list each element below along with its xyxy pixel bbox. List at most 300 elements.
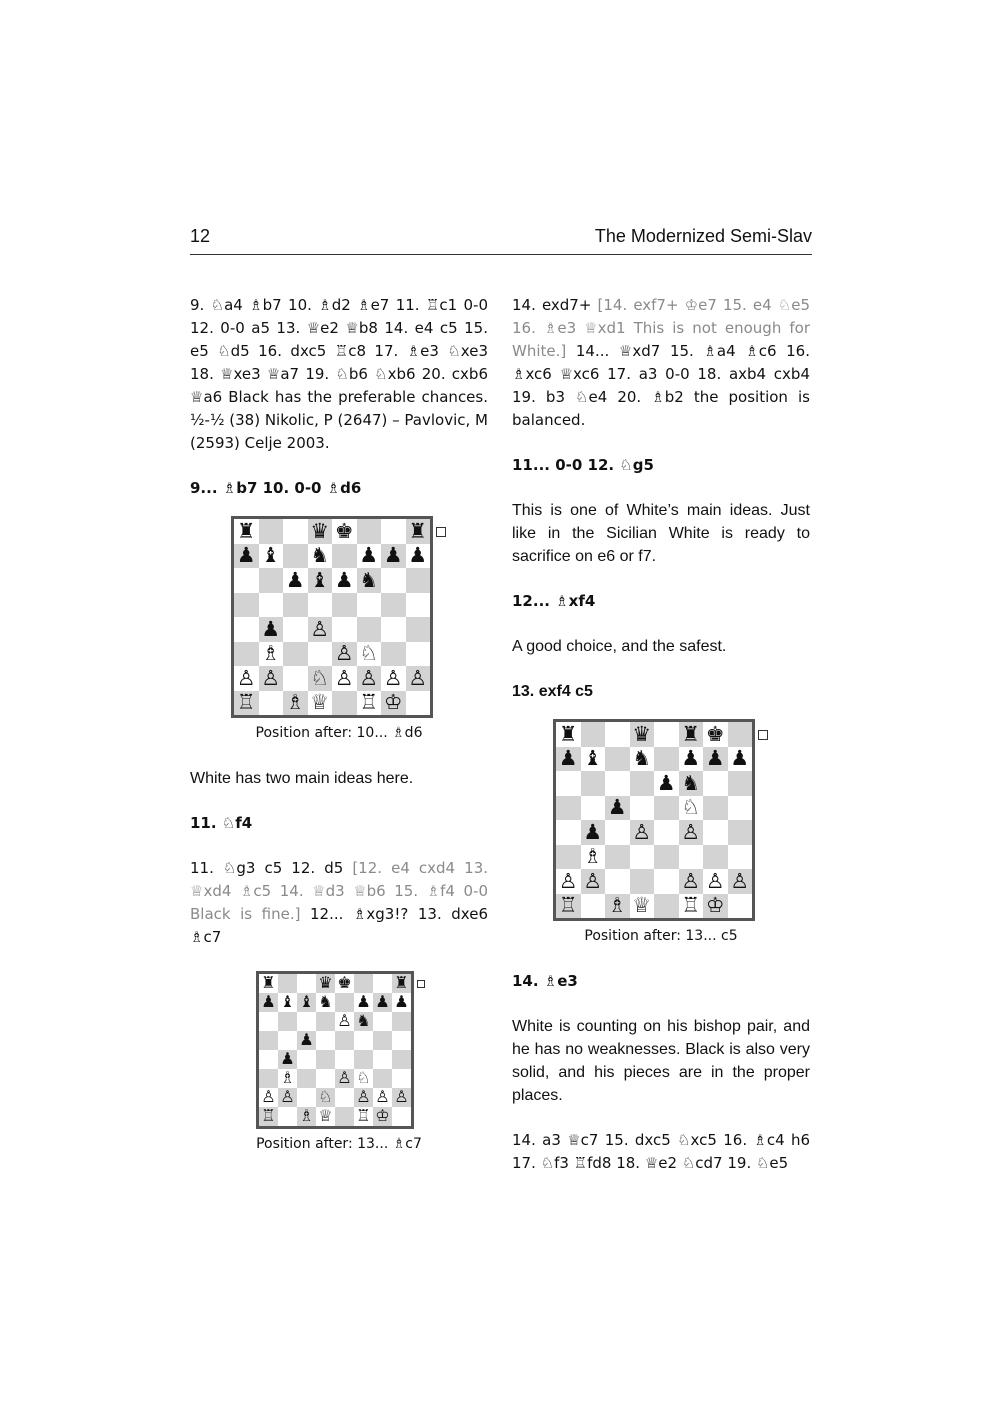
white-pawn-icon: ♙: [705, 868, 725, 893]
paragraph: White has two main ideas here.: [190, 770, 414, 787]
black-rook-icon: ♜: [558, 721, 578, 746]
board-square: [728, 820, 753, 845]
left-column: [190, 294, 488, 1156]
board-square: [406, 593, 431, 618]
board-square: [703, 845, 728, 870]
black-knight-icon: ♞: [681, 770, 701, 795]
board-square: [308, 568, 333, 593]
board-square: [630, 845, 655, 870]
board-square: [373, 1031, 392, 1050]
black-pawn-icon: ♟: [236, 543, 256, 568]
board-square: [679, 747, 704, 772]
board-square: [316, 974, 335, 993]
board-square: [654, 722, 679, 747]
board-square: [316, 1050, 335, 1069]
black-king-icon: ♚: [705, 721, 725, 746]
white-knight-icon: ♘: [359, 641, 379, 666]
board-square: [297, 1012, 316, 1031]
main-line: 14... ♕xd7 15. ♗a4 ♗c6 16. ♗xc6 ♕xc6 17. a3 0-0 18. axb4 cxb4 19. b3 ♘e4 20. ♗b2 the position is balanced.: [512, 342, 810, 429]
black-pawn-icon: ♟: [583, 819, 603, 844]
move-heading: 11. ♘f4: [190, 814, 253, 832]
board-square: [556, 796, 581, 821]
diagram-caption: Position after: 13... c5: [584, 928, 738, 944]
black-pawn-icon: ♟: [261, 616, 281, 641]
board-square: [406, 617, 431, 642]
black-pawn-icon: ♟: [299, 1030, 314, 1050]
board-square: [259, 617, 284, 642]
board-square: [630, 894, 655, 919]
white-pawn-icon: ♙: [583, 868, 603, 893]
board-square: [357, 617, 382, 642]
diagram-caption: Position after: 13... ♗c7: [256, 1136, 422, 1152]
chess-diagram: [190, 516, 488, 745]
board-square: [654, 771, 679, 796]
board-square: [381, 593, 406, 618]
white-king-icon: ♔: [383, 690, 403, 715]
white-pawn-icon: ♙: [632, 819, 652, 844]
board-square: [278, 1031, 297, 1050]
board-square: [316, 1031, 335, 1050]
board-square: [283, 544, 308, 569]
board-square: [259, 568, 284, 593]
white-knight-icon: ♘: [681, 795, 701, 820]
board-square: [283, 593, 308, 618]
white-bishop-icon: ♗: [285, 690, 305, 715]
black-pawn-icon: ♟: [607, 795, 627, 820]
paragraph: 14. a3 ♕c7 15. dxc5 ♘xc5 16. ♗c4 h6 17. ♘f3 ♖fd8 18. ♕e2 ♘cd7 19. ♘e5: [512, 1131, 810, 1172]
black-knight-icon: ♞: [359, 567, 379, 592]
board-square: [679, 771, 704, 796]
board-square: [357, 642, 382, 667]
board-square: [308, 691, 333, 716]
board-square: [581, 796, 606, 821]
board-square: [703, 820, 728, 845]
white-rook-icon: ♖: [261, 1106, 276, 1126]
board-square: [283, 642, 308, 667]
board-square: [392, 1050, 411, 1069]
white-knight-icon: ♘: [310, 665, 330, 690]
board-square: [728, 894, 753, 919]
white-rook-icon: ♖: [558, 893, 578, 918]
white-pawn-icon: ♙: [334, 665, 354, 690]
board-square: [381, 568, 406, 593]
white-king-icon: ♔: [705, 893, 725, 918]
board-square: [297, 1031, 316, 1050]
page-header: [190, 226, 812, 255]
board-square: [259, 642, 284, 667]
black-bishop-icon: ♝: [261, 543, 281, 568]
white-bishop-icon: ♗: [607, 893, 627, 918]
board-square: [335, 1069, 354, 1088]
white-bishop-icon: ♗: [261, 641, 281, 666]
white-bishop-icon: ♗: [299, 1106, 314, 1126]
board-square: [581, 771, 606, 796]
board-square: [679, 869, 704, 894]
move-heading: 11... 0-0 12. ♘g5: [512, 456, 654, 474]
board-square: [332, 691, 357, 716]
board-square: [278, 1088, 297, 1107]
board-square: [297, 993, 316, 1012]
board-square: [392, 974, 411, 993]
black-pawn-icon: ♟: [558, 746, 578, 771]
board-square: [357, 544, 382, 569]
board-square: [406, 642, 431, 667]
black-queen-icon: ♛: [318, 973, 333, 993]
paragraph: White is counting on his bishop pair, and he has no weaknesses. Black is also very solid, and his pieces are in the proper places.: [512, 1018, 810, 1104]
board-square: [406, 519, 431, 544]
white-pawn-icon: ♙: [681, 868, 701, 893]
board-square: [308, 544, 333, 569]
white-bishop-icon: ♗: [583, 844, 603, 869]
white-pawn-icon: ♙: [261, 1087, 276, 1107]
sideline-variation: [14. exf7+ ♔e7 15. e4 ♘e5 16. ♗e3 ♕xd1 This is not enough for White.]: [512, 296, 810, 360]
board-square: [581, 820, 606, 845]
board-square: [332, 519, 357, 544]
board-square: [605, 747, 630, 772]
board-square: [630, 722, 655, 747]
board-square: [392, 1012, 411, 1031]
paragraph: A good choice, and the safest.: [512, 638, 727, 655]
board-square: [373, 1107, 392, 1126]
black-rook-icon: ♜: [236, 518, 256, 543]
board-square: [381, 617, 406, 642]
board-square: [605, 771, 630, 796]
board-square: [278, 1050, 297, 1069]
board-square: [630, 820, 655, 845]
sideline-variation: [12. e4 cxd4 13. ♕xd4 ♗c5 14. ♕d3 ♕b6 15. ♗f4 0-0 Black is fine.]: [190, 859, 488, 923]
board-square: [259, 1050, 278, 1069]
board-square: [703, 747, 728, 772]
black-pawn-icon: ♟: [285, 567, 305, 592]
board-square: [406, 568, 431, 593]
board-square: [335, 1107, 354, 1126]
move-heading: 12... ♗xf4: [512, 592, 596, 610]
board-square: [381, 642, 406, 667]
board-square: [259, 1069, 278, 1088]
board-square: [654, 796, 679, 821]
board-square: [728, 771, 753, 796]
main-line: 11. ♘g3 c5 12. d5: [190, 859, 353, 877]
white-pawn-icon: ♙: [236, 665, 256, 690]
board-square: [703, 796, 728, 821]
board-square: [332, 593, 357, 618]
right-column: [512, 294, 810, 1175]
board-square: [373, 974, 392, 993]
board-square: [679, 796, 704, 821]
black-rook-icon: ♜: [261, 973, 276, 993]
board-square: [278, 1069, 297, 1088]
board-square: [679, 894, 704, 919]
board-square: [654, 820, 679, 845]
board-square: [259, 691, 284, 716]
board-square: [392, 1107, 411, 1126]
white-pawn-icon: ♙: [558, 868, 578, 893]
board-square: [259, 993, 278, 1012]
board-square: [679, 722, 704, 747]
board-square: [556, 771, 581, 796]
black-pawn-icon: ♟: [334, 567, 354, 592]
black-bishop-icon: ♝: [280, 992, 295, 1012]
variation-paragraph: [190, 857, 488, 949]
black-pawn-icon: ♟: [359, 543, 379, 568]
board-square: [654, 845, 679, 870]
board-square: [335, 1088, 354, 1107]
board-square: [308, 642, 333, 667]
board-square: [259, 974, 278, 993]
board-square: [373, 1012, 392, 1031]
board-square: [278, 974, 297, 993]
board-square: [354, 1012, 373, 1031]
board-square: [354, 993, 373, 1012]
board-square: [234, 593, 259, 618]
chessboard: [231, 516, 433, 718]
main-line: 12... ♗xg3!? 13. dxe6 ♗c7: [190, 905, 488, 946]
board-square: [392, 1088, 411, 1107]
board-square: [278, 1107, 297, 1126]
white-queen-icon: ♕: [632, 893, 652, 918]
black-bishop-icon: ♝: [299, 992, 314, 1012]
black-rook-icon: ♜: [394, 973, 409, 993]
board-square: [381, 519, 406, 544]
board-square: [630, 747, 655, 772]
white-pawn-icon: ♙: [375, 1087, 390, 1107]
black-pawn-icon: ♟: [375, 992, 390, 1012]
board-square: [556, 722, 581, 747]
board-square: [373, 993, 392, 1012]
black-pawn-icon: ♟: [394, 992, 409, 1012]
turn-indicator-icon: [417, 980, 425, 988]
board-square: [297, 1107, 316, 1126]
board-square: [316, 1012, 335, 1031]
board-square: [259, 519, 284, 544]
board-square: [278, 993, 297, 1012]
board-square: [259, 544, 284, 569]
game-reference-paragraph: 9. ♘a4 ♗b7 10. ♗d2 ♗e7 11. ♖c1 0-0 12. 0-0 a5 13. ♕e2 ♕b8 14. e4 c5 15. e5 ♘d5 16. dxc5 ♖c8 17. ♗e3 ♘xe3 18. ♕xe3 ♕a7 19. ♘b6 ♘xb6 20. cxb6 ♕a6 Black has the preferable chances. ½-½ (38) Nikolic, P (2647) – Pavlovic, M (2593) Celje 2003.: [190, 296, 488, 452]
white-pawn-icon: ♙: [280, 1087, 295, 1107]
board-square: [679, 820, 704, 845]
board-square: [259, 666, 284, 691]
black-queen-icon: ♛: [310, 518, 330, 543]
board-square: [581, 722, 606, 747]
board-square: [335, 993, 354, 1012]
black-pawn-icon: ♟: [356, 992, 371, 1012]
board-square: [357, 593, 382, 618]
board-square: [556, 820, 581, 845]
turn-indicator-icon: [436, 527, 446, 537]
board-square: [357, 568, 382, 593]
board-square: [605, 820, 630, 845]
running-title: The Modernized Semi-Slav: [594, 226, 812, 246]
board-square: [297, 974, 316, 993]
board-square: [283, 568, 308, 593]
board-square: [335, 1031, 354, 1050]
black-pawn-icon: ♟: [280, 1049, 295, 1069]
board-square: [679, 845, 704, 870]
white-pawn-icon: ♙: [261, 665, 281, 690]
board-square: [259, 593, 284, 618]
white-pawn-icon: ♙: [359, 665, 379, 690]
board-square: [605, 894, 630, 919]
board-square: [654, 869, 679, 894]
board-square: [316, 1069, 335, 1088]
board-square: [234, 617, 259, 642]
board-square: [332, 666, 357, 691]
board-square: [581, 869, 606, 894]
board-square: [630, 796, 655, 821]
board-square: [392, 1069, 411, 1088]
board-square: [234, 642, 259, 667]
black-knight-icon: ♞: [356, 1011, 371, 1031]
board-square: [605, 845, 630, 870]
board-square: [357, 691, 382, 716]
white-pawn-icon: ♙: [730, 868, 750, 893]
white-king-icon: ♔: [375, 1106, 390, 1126]
board-square: [283, 691, 308, 716]
board-square: [581, 845, 606, 870]
black-pawn-icon: ♟: [261, 992, 276, 1012]
board-square: [332, 617, 357, 642]
board-square: [654, 894, 679, 919]
board-square: [335, 974, 354, 993]
board-square: [308, 617, 333, 642]
board-square: [234, 568, 259, 593]
board-square: [728, 747, 753, 772]
board-square: [728, 845, 753, 870]
board-square: [316, 1107, 335, 1126]
board-square: [335, 1050, 354, 1069]
white-rook-icon: ♖: [236, 690, 256, 715]
black-king-icon: ♚: [334, 518, 354, 543]
board-square: [556, 894, 581, 919]
board-square: [332, 642, 357, 667]
board-square: [728, 722, 753, 747]
board-square: [630, 771, 655, 796]
chessboard: [553, 719, 755, 921]
board-square: [308, 593, 333, 618]
board-square: [283, 617, 308, 642]
board-square: [283, 666, 308, 691]
board-square: [332, 544, 357, 569]
black-pawn-icon: ♟: [681, 746, 701, 771]
board-square: [556, 869, 581, 894]
board-square: [703, 771, 728, 796]
white-pawn-icon: ♙: [408, 665, 428, 690]
black-rook-icon: ♜: [681, 721, 701, 746]
board-square: [381, 691, 406, 716]
board-square: [308, 666, 333, 691]
board-square: [703, 894, 728, 919]
black-pawn-icon: ♟: [730, 746, 750, 771]
white-pawn-icon: ♙: [383, 665, 403, 690]
black-queen-icon: ♛: [632, 721, 652, 746]
white-pawn-icon: ♙: [337, 1068, 352, 1088]
board-square: [234, 666, 259, 691]
black-bishop-icon: ♝: [583, 746, 603, 771]
white-pawn-icon: ♙: [310, 616, 330, 641]
white-knight-icon: ♘: [356, 1068, 371, 1088]
board-square: [581, 747, 606, 772]
board-square: [556, 845, 581, 870]
white-pawn-icon: ♙: [681, 819, 701, 844]
black-knight-icon: ♞: [632, 746, 652, 771]
white-pawn-icon: ♙: [356, 1087, 371, 1107]
white-bishop-icon: ♗: [280, 1068, 295, 1088]
board-square: [297, 1050, 316, 1069]
board-square: [354, 1088, 373, 1107]
black-rook-icon: ♜: [408, 518, 428, 543]
white-queen-icon: ♕: [318, 1106, 333, 1126]
black-pawn-icon: ♟: [408, 543, 428, 568]
white-queen-icon: ♕: [310, 690, 330, 715]
board-square: [259, 1031, 278, 1050]
board-square: [234, 691, 259, 716]
board-square: [354, 1050, 373, 1069]
black-pawn-icon: ♟: [656, 770, 676, 795]
white-pawn-icon: ♙: [394, 1087, 409, 1107]
board-square: [278, 1012, 297, 1031]
board-square: [703, 869, 728, 894]
white-rook-icon: ♖: [356, 1106, 371, 1126]
board-square: [381, 666, 406, 691]
board-square: [316, 1088, 335, 1107]
board-square: [316, 993, 335, 1012]
chess-diagram: [512, 719, 810, 948]
white-pawn-icon: ♙: [337, 1011, 352, 1031]
board-square: [373, 1088, 392, 1107]
board-square: [259, 1088, 278, 1107]
board-square: [354, 1031, 373, 1050]
board-square: [283, 519, 308, 544]
board-square: [354, 1069, 373, 1088]
board-square: [556, 747, 581, 772]
board-square: [581, 894, 606, 919]
black-knight-icon: ♞: [318, 992, 333, 1012]
paragraph: This is one of White’s main ideas. Just like in the Sicilian White is ready to sacrifice on e6 or f7.: [512, 502, 810, 565]
board-square: [234, 519, 259, 544]
board-square: [654, 747, 679, 772]
board-square: [728, 869, 753, 894]
board-square: [630, 869, 655, 894]
variation-paragraph: [512, 294, 810, 432]
black-knight-icon: ♞: [310, 543, 330, 568]
black-bishop-icon: ♝: [310, 567, 330, 592]
board-square: [406, 544, 431, 569]
board-square: [703, 722, 728, 747]
chessboard: [256, 971, 414, 1129]
chess-diagram: [190, 971, 488, 1156]
board-square: [335, 1012, 354, 1031]
board-square: [354, 1107, 373, 1126]
board-square: [357, 666, 382, 691]
board-square: [297, 1069, 316, 1088]
main-line: 14. exd7+: [512, 296, 598, 314]
black-pawn-icon: ♟: [705, 746, 725, 771]
board-square: [381, 544, 406, 569]
board-square: [605, 722, 630, 747]
board-square: [297, 1088, 316, 1107]
board-square: [259, 1107, 278, 1126]
white-knight-icon: ♘: [318, 1087, 333, 1107]
board-square: [728, 796, 753, 821]
black-pawn-icon: ♟: [383, 543, 403, 568]
board-square: [373, 1050, 392, 1069]
board-square: [605, 869, 630, 894]
page-number: 12: [190, 226, 211, 246]
board-square: [406, 691, 431, 716]
move-heading: 14. ♗e3: [512, 972, 578, 990]
white-rook-icon: ♖: [681, 893, 701, 918]
turn-indicator-icon: [758, 730, 768, 740]
